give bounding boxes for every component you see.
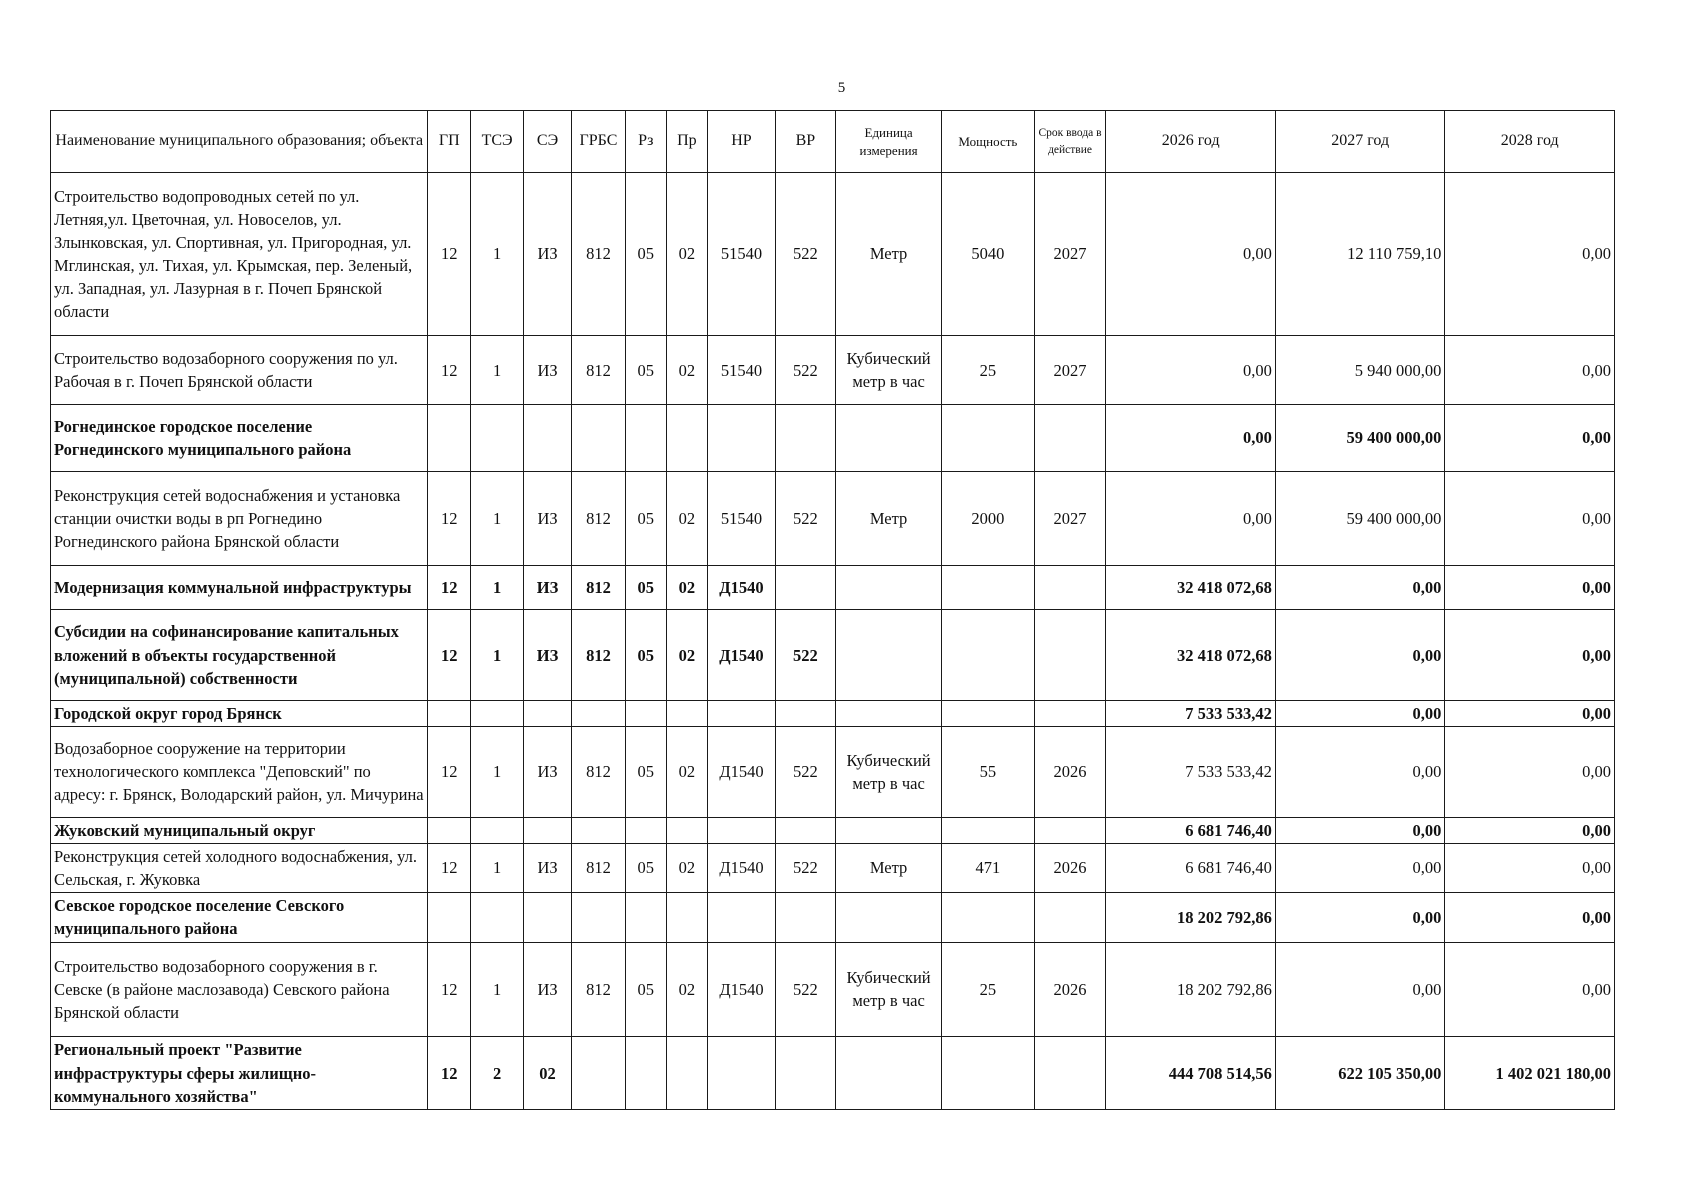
row-unit: Кубический метр в час xyxy=(836,942,942,1037)
row-unit xyxy=(836,893,942,942)
row-rz: 05 xyxy=(626,173,667,336)
row-amount-2026: 32 418 072,68 xyxy=(1106,610,1276,700)
row-amount-2028: 0,00 xyxy=(1445,893,1615,942)
row-power xyxy=(942,700,1035,726)
row-term: 2026 xyxy=(1034,843,1106,892)
row-name: Региональный проект "Развитие инфраструктуры сферы жилищно-коммунального хозяйства" xyxy=(51,1037,428,1110)
table-row xyxy=(51,173,1615,336)
row-amount-2026: 6 681 746,40 xyxy=(1106,843,1276,892)
row-nr: Д1540 xyxy=(708,566,776,610)
row-gp: 12 xyxy=(428,471,471,566)
row-amount-2026: 444 708 514,56 xyxy=(1106,1037,1276,1110)
row-name: Строительство водозаборного сооружения по ул. Рабочая в г. Почеп Брянской области xyxy=(51,335,428,404)
row-name: Реконструкция сетей водоснабжения и установка станции очистки воды в рп Рогнедино Рогнединского района Брянской области xyxy=(51,471,428,566)
row-name: Реконструкция сетей холодного водоснабжения, ул. Сельская, г. Жуковка xyxy=(51,843,428,892)
row-grbs xyxy=(571,405,625,471)
table-row xyxy=(51,700,1615,726)
row-unit: Метр xyxy=(836,173,942,336)
row-name: Субсидии на софинансирование капитальных вложений в объекты государственной (муниципальной) собственности xyxy=(51,610,428,700)
row-amount-2027: 59 400 000,00 xyxy=(1275,405,1445,471)
row-power xyxy=(942,893,1035,942)
row-vr: 522 xyxy=(775,471,835,566)
header-2026: 2026 год xyxy=(1106,111,1276,173)
row-grbs xyxy=(571,700,625,726)
row-amount-2027: 0,00 xyxy=(1275,566,1445,610)
table-row xyxy=(51,727,1615,817)
row-term: 2026 xyxy=(1034,727,1106,817)
row-nr: 51540 xyxy=(708,173,776,336)
row-vr xyxy=(775,405,835,471)
row-vr: 522 xyxy=(775,942,835,1037)
row-term: 2027 xyxy=(1034,471,1106,566)
row-name: Строительство водопроводных сетей по ул. Летняя,ул. Цветочная, ул. Новоселов, ул. Злынковская, ул. Спортивная, ул. Пригородная, ул. Мглинская, ул. Тихая, ул. Крымская, пер. Зеленый, ул. Западная, ул. Лазурная в г. Почеп Брянской области xyxy=(51,173,428,336)
row-tse: 1 xyxy=(471,471,524,566)
row-power xyxy=(942,1037,1035,1110)
row-grbs: 812 xyxy=(571,335,625,404)
row-tse xyxy=(471,893,524,942)
row-gp: 12 xyxy=(428,942,471,1037)
header-rz: Рз xyxy=(626,111,667,173)
row-vr xyxy=(775,700,835,726)
row-rz: 05 xyxy=(626,566,667,610)
row-vr: 522 xyxy=(775,727,835,817)
row-rz: 05 xyxy=(626,471,667,566)
header-nr: НР xyxy=(708,111,776,173)
page-number: 5 xyxy=(837,80,846,96)
table-row xyxy=(51,893,1615,942)
row-amount-2026: 6 681 746,40 xyxy=(1106,817,1276,843)
row-amount-2026: 0,00 xyxy=(1106,173,1276,336)
row-tse: 1 xyxy=(471,335,524,404)
row-pr: 02 xyxy=(666,335,708,404)
row-unit: Метр xyxy=(836,843,942,892)
row-grbs xyxy=(571,893,625,942)
table-row xyxy=(51,1037,1615,1110)
header-power: Мощность xyxy=(942,111,1035,173)
row-vr: 522 xyxy=(775,335,835,404)
row-nr xyxy=(708,893,776,942)
header-tse: ТСЭ xyxy=(471,111,524,173)
row-term xyxy=(1034,610,1106,700)
row-amount-2028: 0,00 xyxy=(1445,700,1615,726)
header-unit: Единица измерения xyxy=(836,111,942,173)
row-name: Городской округ город Брянск xyxy=(51,700,428,726)
row-gp: 12 xyxy=(428,173,471,336)
row-se: ИЗ xyxy=(524,942,572,1037)
row-se: ИЗ xyxy=(524,843,572,892)
row-power: 25 xyxy=(942,335,1035,404)
row-tse: 2 xyxy=(471,1037,524,1110)
row-amount-2028: 0,00 xyxy=(1445,566,1615,610)
row-power: 25 xyxy=(942,942,1035,1037)
row-term: 2026 xyxy=(1034,942,1106,1037)
row-amount-2026: 32 418 072,68 xyxy=(1106,566,1276,610)
header-grbs: ГРБС xyxy=(571,111,625,173)
row-nr: 51540 xyxy=(708,335,776,404)
row-vr xyxy=(775,1037,835,1110)
row-amount-2028: 1 402 021 180,00 xyxy=(1445,1037,1615,1110)
row-name: Рогнединское городское поселение Рогнединского муниципального района xyxy=(51,405,428,471)
header-se: СЭ xyxy=(524,111,572,173)
row-power: 471 xyxy=(942,843,1035,892)
row-tse: 1 xyxy=(471,610,524,700)
row-unit: Метр xyxy=(836,471,942,566)
row-power xyxy=(942,566,1035,610)
row-nr xyxy=(708,817,776,843)
row-nr: Д1540 xyxy=(708,727,776,817)
row-amount-2028: 0,00 xyxy=(1445,610,1615,700)
row-term xyxy=(1034,566,1106,610)
row-amount-2026: 0,00 xyxy=(1106,405,1276,471)
row-rz xyxy=(626,893,667,942)
row-pr xyxy=(666,1037,708,1110)
row-amount-2028: 0,00 xyxy=(1445,817,1615,843)
header-gp: ГП xyxy=(428,111,471,173)
row-tse: 1 xyxy=(471,843,524,892)
row-unit xyxy=(836,566,942,610)
table-body xyxy=(51,173,1615,1110)
row-amount-2027: 59 400 000,00 xyxy=(1275,471,1445,566)
row-amount-2026: 7 533 533,42 xyxy=(1106,700,1276,726)
row-amount-2026: 0,00 xyxy=(1106,335,1276,404)
table-row xyxy=(51,817,1615,843)
row-amount-2027: 0,00 xyxy=(1275,817,1445,843)
row-se: ИЗ xyxy=(524,335,572,404)
row-rz xyxy=(626,700,667,726)
row-amount-2028: 0,00 xyxy=(1445,727,1615,817)
row-name: Строительство водозаборного сооружения в г. Севске (в районе маслозавода) Севского района Брянской области xyxy=(51,942,428,1037)
row-term xyxy=(1034,893,1106,942)
row-pr: 02 xyxy=(666,843,708,892)
row-nr xyxy=(708,405,776,471)
row-rz: 05 xyxy=(626,727,667,817)
row-tse xyxy=(471,700,524,726)
row-vr: 522 xyxy=(775,843,835,892)
row-tse xyxy=(471,405,524,471)
header-vr: ВР xyxy=(775,111,835,173)
row-gp: 12 xyxy=(428,843,471,892)
row-gp: 12 xyxy=(428,335,471,404)
table-row xyxy=(51,843,1615,892)
row-pr xyxy=(666,893,708,942)
header-2028: 2028 год xyxy=(1445,111,1615,173)
row-unit xyxy=(836,1037,942,1110)
row-amount-2026: 7 533 533,42 xyxy=(1106,727,1276,817)
row-amount-2028: 0,00 xyxy=(1445,942,1615,1037)
row-tse: 1 xyxy=(471,173,524,336)
row-term xyxy=(1034,700,1106,726)
row-grbs: 812 xyxy=(571,843,625,892)
row-term xyxy=(1034,405,1106,471)
table-row xyxy=(51,405,1615,471)
row-pr: 02 xyxy=(666,566,708,610)
row-nr: Д1540 xyxy=(708,610,776,700)
row-name: Модернизация коммунальной инфраструктуры xyxy=(51,566,428,610)
row-rz: 05 xyxy=(626,335,667,404)
row-grbs: 812 xyxy=(571,173,625,336)
row-power: 5040 xyxy=(942,173,1035,336)
row-grbs: 812 xyxy=(571,727,625,817)
row-nr xyxy=(708,1037,776,1110)
row-unit: Кубический метр в час xyxy=(836,727,942,817)
row-vr xyxy=(775,566,835,610)
row-name: Севское городское поселение Севского муниципального района xyxy=(51,893,428,942)
row-tse: 1 xyxy=(471,727,524,817)
row-pr xyxy=(666,700,708,726)
row-amount-2028: 0,00 xyxy=(1445,173,1615,336)
row-unit: Кубический метр в час xyxy=(836,335,942,404)
row-power: 2000 xyxy=(942,471,1035,566)
header-pr: Пр xyxy=(666,111,708,173)
row-se: ИЗ xyxy=(524,566,572,610)
row-amount-2027: 12 110 759,10 xyxy=(1275,173,1445,336)
row-unit xyxy=(836,700,942,726)
row-amount-2028: 0,00 xyxy=(1445,405,1615,471)
row-term xyxy=(1034,1037,1106,1110)
row-gp: 12 xyxy=(428,727,471,817)
row-rz: 05 xyxy=(626,942,667,1037)
header-2027: 2027 год xyxy=(1275,111,1445,173)
table-row xyxy=(51,566,1615,610)
row-amount-2026: 18 202 792,86 xyxy=(1106,893,1276,942)
row-rz xyxy=(626,817,667,843)
row-pr: 02 xyxy=(666,727,708,817)
row-pr: 02 xyxy=(666,471,708,566)
row-amount-2026: 0,00 xyxy=(1106,471,1276,566)
budget-table xyxy=(50,110,1615,1110)
row-pr: 02 xyxy=(666,610,708,700)
row-amount-2027: 622 105 350,00 xyxy=(1275,1037,1445,1110)
row-tse xyxy=(471,817,524,843)
row-rz xyxy=(626,1037,667,1110)
row-gp xyxy=(428,893,471,942)
row-pr: 02 xyxy=(666,942,708,1037)
row-power xyxy=(942,817,1035,843)
row-vr xyxy=(775,817,835,843)
row-amount-2026: 18 202 792,86 xyxy=(1106,942,1276,1037)
row-amount-2028: 0,00 xyxy=(1445,335,1615,404)
row-tse: 1 xyxy=(471,566,524,610)
row-power xyxy=(942,405,1035,471)
row-name: Жуковский муниципальный округ xyxy=(51,817,428,843)
row-unit xyxy=(836,405,942,471)
row-rz: 05 xyxy=(626,610,667,700)
row-nr: 51540 xyxy=(708,471,776,566)
row-se xyxy=(524,700,572,726)
header-term: Срок ввода в действие xyxy=(1034,111,1106,173)
row-gp: 12 xyxy=(428,566,471,610)
row-amount-2027: 0,00 xyxy=(1275,610,1445,700)
row-amount-2027: 0,00 xyxy=(1275,700,1445,726)
row-amount-2027: 0,00 xyxy=(1275,727,1445,817)
row-nr xyxy=(708,700,776,726)
row-amount-2027: 5 940 000,00 xyxy=(1275,335,1445,404)
row-power xyxy=(942,610,1035,700)
table-header-row xyxy=(51,111,1615,173)
row-se: 02 xyxy=(524,1037,572,1110)
row-amount-2027: 0,00 xyxy=(1275,893,1445,942)
row-vr: 522 xyxy=(775,173,835,336)
row-se: ИЗ xyxy=(524,727,572,817)
row-amount-2028: 0,00 xyxy=(1445,471,1615,566)
header-name: Наименование муниципального образования; объекта xyxy=(51,111,428,173)
row-term: 2027 xyxy=(1034,173,1106,336)
row-tse: 1 xyxy=(471,942,524,1037)
row-pr: 02 xyxy=(666,173,708,336)
row-gp: 12 xyxy=(428,1037,471,1110)
row-grbs: 812 xyxy=(571,566,625,610)
row-gp: 12 xyxy=(428,610,471,700)
row-gp xyxy=(428,700,471,726)
table-row xyxy=(51,610,1615,700)
row-term xyxy=(1034,817,1106,843)
row-se: ИЗ xyxy=(524,173,572,336)
row-amount-2027: 0,00 xyxy=(1275,843,1445,892)
row-grbs: 812 xyxy=(571,942,625,1037)
row-grbs xyxy=(571,817,625,843)
table-row xyxy=(51,335,1615,404)
row-unit xyxy=(836,610,942,700)
row-nr: Д1540 xyxy=(708,942,776,1037)
row-se: ИЗ xyxy=(524,610,572,700)
row-vr xyxy=(775,893,835,942)
row-se: ИЗ xyxy=(524,471,572,566)
row-gp xyxy=(428,817,471,843)
row-amount-2027: 0,00 xyxy=(1275,942,1445,1037)
row-amount-2028: 0,00 xyxy=(1445,843,1615,892)
row-name: Водозаборное сооружение на территории технологического комплекса "Деповский" по адресу: г. Брянск, Володарский район, ул. Мичурина xyxy=(51,727,428,817)
row-pr xyxy=(666,817,708,843)
row-se xyxy=(524,893,572,942)
row-gp xyxy=(428,405,471,471)
row-grbs: 812 xyxy=(571,610,625,700)
row-term: 2027 xyxy=(1034,335,1106,404)
row-grbs xyxy=(571,1037,625,1110)
table-row xyxy=(51,471,1615,566)
row-rz: 05 xyxy=(626,843,667,892)
row-unit xyxy=(836,817,942,843)
row-pr xyxy=(666,405,708,471)
row-nr: Д1540 xyxy=(708,843,776,892)
row-se xyxy=(524,405,572,471)
row-vr: 522 xyxy=(775,610,835,700)
row-rz xyxy=(626,405,667,471)
row-power: 55 xyxy=(942,727,1035,817)
row-se xyxy=(524,817,572,843)
table-row xyxy=(51,942,1615,1037)
row-grbs: 812 xyxy=(571,471,625,566)
